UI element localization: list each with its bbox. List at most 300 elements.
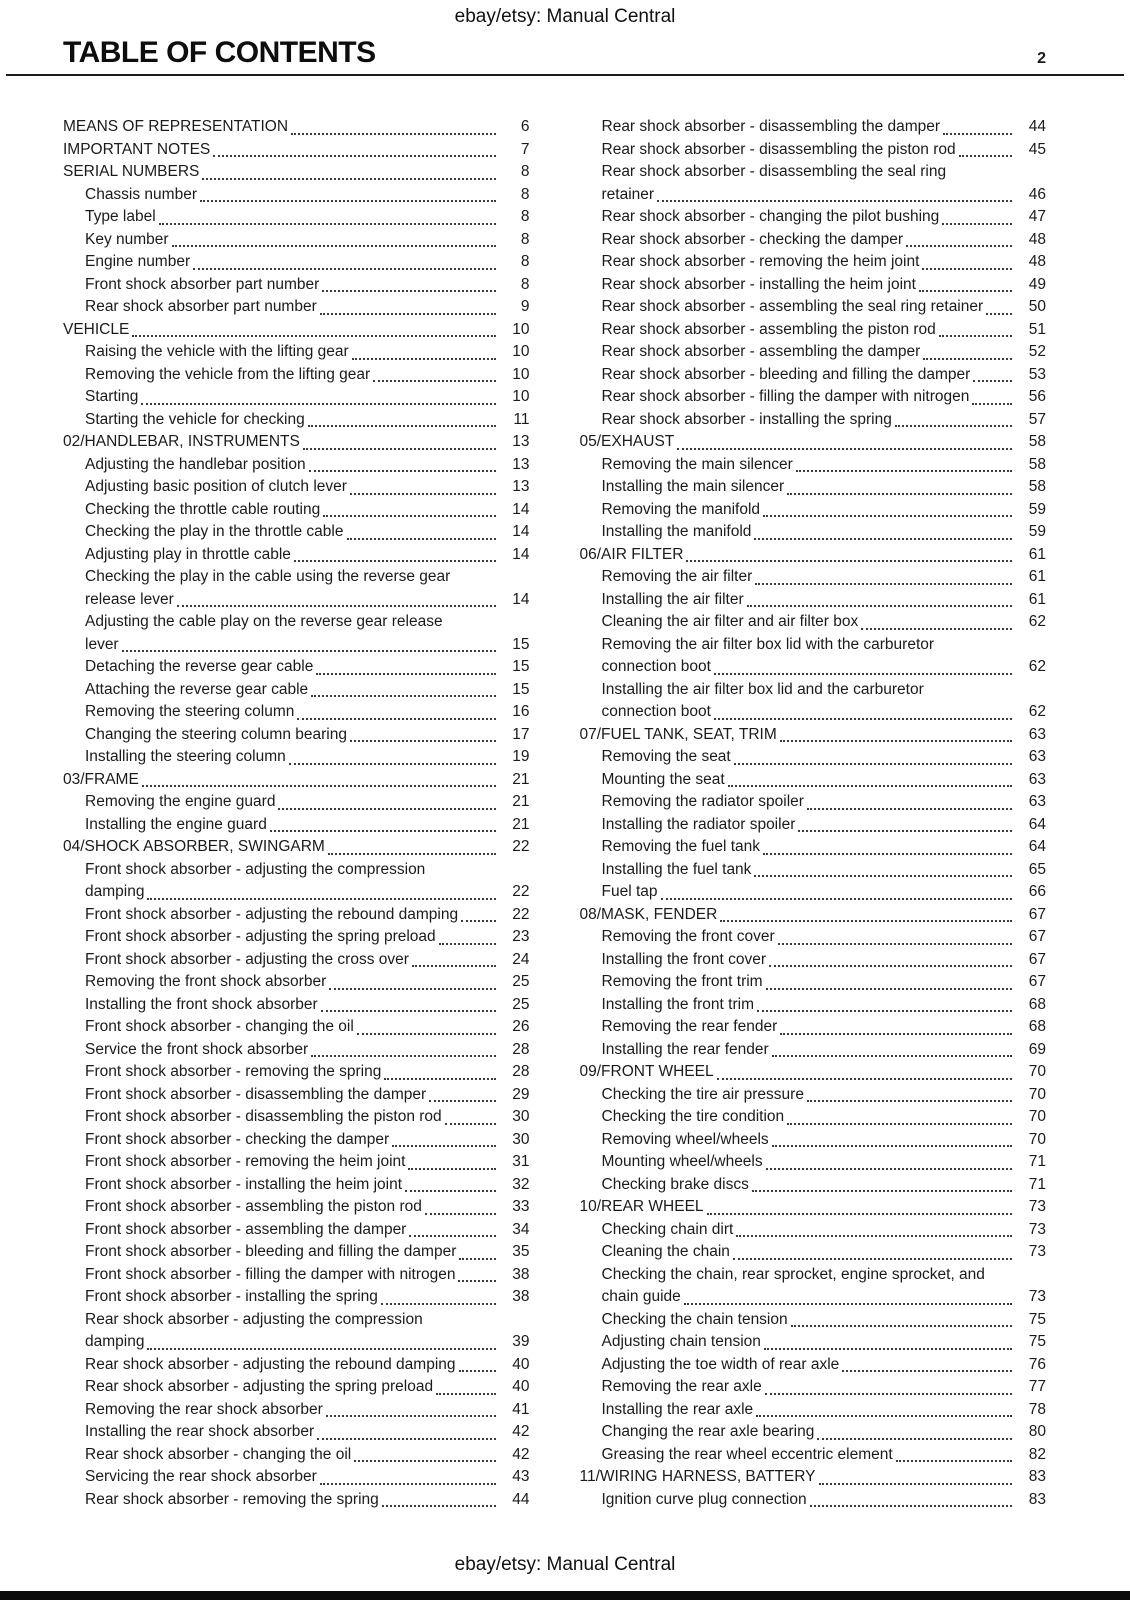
toc-leader-dots [766,1168,1012,1170]
toc-entry [63,364,530,387]
toc-leader-dots [142,785,496,787]
toc-entry-page: 64 [1028,815,1046,833]
toc-entry [63,1151,530,1174]
toc-leader-dots [769,965,1012,967]
toc-leader-dots [329,988,495,990]
toc-entry-label: Removing the radiator spoiler [601,793,804,810]
toc-entry [580,859,1047,882]
toc-leader-dots [303,448,496,450]
toc-entry-page: 13 [512,455,530,473]
toc-entry [63,589,530,612]
toc-leader-dots [309,470,496,472]
toc-leader-dots [684,1303,1012,1305]
toc-entry-label: Removing the front trim [601,973,763,990]
toc-entry [63,1129,530,1152]
toc-entry [63,791,530,814]
toc-entry-label: Rear shock absorber - changing the pilot bushing [601,208,940,225]
toc-entry [63,409,530,432]
toc-entry-line: Rear shock absorber - adjusting the compression [85,1310,423,1328]
toc-entry-label: Checking the tire condition [601,1108,785,1125]
toc-leader-dots [717,1078,1012,1080]
toc-entry-page: 35 [512,1243,530,1260]
toc-entry-label: Front shock absorber - disassembling the piston rod [85,1108,442,1125]
toc-entry [63,341,530,364]
toc-leader-dots [193,268,495,270]
toc-leader-dots [294,560,496,562]
toc-entry [580,611,1047,634]
toc-entry-page: 42 [512,1445,530,1463]
toc-entry [580,1444,1047,1467]
toc-entry-label: Front shock absorber - adjusting the spring preload [85,928,436,945]
toc-entry-label: Rear shock absorber - disassembling the piston rod [601,140,956,158]
toc-entry-page: 38 [512,1265,530,1283]
toc-entry-label: IMPORTANT NOTES [63,140,211,158]
toc-entry-page: 58 [1028,455,1046,473]
toc-entry [63,1466,530,1489]
toc-entry-label: 07/FUEL TANK, SEAT, TRIM [579,725,777,743]
toc-entry-label: Front shock absorber part number [85,275,320,293]
toc-leader-dots [354,1460,495,1462]
toc-entry-label: Installing the fuel tank [601,860,752,878]
toc-entry-label: Installing the rear shock absorber [85,1423,315,1440]
toc-leader-dots [159,223,496,225]
toc-entry-label: Adjusting the toe width of rear axle [601,1355,840,1373]
toc-entry-label: Ignition curve plug connection [601,1490,807,1508]
toc-entry-page: 10 [512,388,530,405]
toc-entry-label: Checking the throttle cable routing [85,500,321,518]
toc-leader-dots [922,268,1012,270]
toc-leader-dots [896,1460,1012,1462]
toc-entry-page: 7 [520,140,530,158]
toc-entry-label: Raising the vehicle with the lifting gear [85,343,349,360]
toc-entry-page: 34 [512,1220,530,1238]
toc-entry-page: 25 [512,995,530,1013]
toc-entry [63,1174,530,1197]
toc-entry-label: 05/EXHAUST [579,433,675,450]
toc-entry-label: Installing the engine guard [85,815,267,833]
toc-entry-page: 42 [512,1423,530,1440]
toc-entry [580,746,1047,769]
toc-entry-page: 14 [512,590,530,608]
toc-leader-dots [772,1145,1012,1147]
toc-entry-page: 59 [1028,500,1046,518]
toc-entry-label: 03/FRAME [63,770,139,788]
toc-entry-label: Removing the main silencer [601,455,793,473]
toc-entry-label: Removing wheel/wheels [601,1130,769,1148]
toc-entry-label: Starting the vehicle for checking [85,410,305,428]
toc-leader-dots [147,898,495,900]
toc-leader-dots [357,1033,496,1035]
toc-entry-label: Fuel tap [601,883,658,900]
toc-entry [580,1151,1047,1174]
toc-entry-label: Removing the front shock absorber [85,973,327,990]
toc-leader-dots [213,155,495,157]
toc-entry [63,296,530,319]
toc-leader-dots [316,673,495,675]
toc-entry-label: damping [85,883,145,900]
toc-entry-page: 14 [512,523,530,540]
toc-entry-label: Removing the rear shock absorber [85,1400,323,1418]
toc-entry-page: 32 [512,1175,530,1193]
toc-entry-label: Changing the steering column bearing [85,725,347,743]
toc-entry-page: 49 [1028,275,1046,293]
toc-entry-page: 83 [1028,1468,1046,1485]
toc-entry-page: 73 [1028,1198,1046,1215]
toc-entry-label: Front shock absorber - adjusting the rebound damping [85,905,459,923]
toc-entry-page: 8 [520,208,530,225]
toc-entry-label: Service the front shock absorber [85,1040,309,1058]
toc-entry-page: 24 [512,950,530,968]
toc-entry [580,656,1047,679]
toc-entry-page: 26 [512,1018,530,1035]
toc-leader-dots [661,898,1012,900]
toc-leader-dots [326,1415,496,1417]
toc-column-right [580,116,1047,1511]
toc-leader-dots [747,605,1012,607]
toc-entry-label: Engine number [85,253,191,270]
toc-leader-dots [817,1438,1012,1440]
toc-leader-dots [973,380,1012,382]
toc-leader-dots [405,1190,495,1192]
toc-entry-page: 82 [1028,1445,1046,1463]
toc-entry-label: 06/AIR FILTER [579,545,684,563]
toc-entry-page: 67 [1028,950,1046,968]
toc-entry-page: 66 [1028,883,1046,900]
toc-entry-page: 31 [512,1153,530,1170]
toc-entry-page: 63 [1028,770,1046,788]
toc-leader-dots [939,335,1012,337]
toc-leader-dots [714,673,1012,675]
toc-leader-dots [923,358,1012,360]
toc-leader-dots [772,1055,1012,1057]
toc-leader-dots [714,718,1012,720]
toc-entry-page: 11 [513,410,530,428]
toc-leader-dots [791,1325,1012,1327]
toc-entry-page: 8 [520,253,530,270]
toc-leader-dots [458,1280,495,1282]
toc-entry [580,431,1047,454]
toc-entry-label: Rear shock absorber - disassembling the damper [601,118,941,135]
toc-leader-dots [320,1483,496,1485]
toc-leader-dots [291,133,495,135]
toc-entry-page: 21 [512,793,530,810]
toc-entry-page: 45 [1028,140,1046,158]
toc-entry-label: Rear shock absorber part number [85,298,317,315]
toc-entry [63,1331,530,1354]
toc-entry-page: 15 [512,680,530,698]
toc-entry-label: Cleaning the chain [601,1243,730,1260]
toc-entry-page: 41 [512,1400,530,1418]
toc-leader-dots [409,1235,495,1237]
toc-entry [580,724,1047,747]
toc-entry [580,904,1047,927]
toc-entry-page: 17 [512,725,530,743]
toc-leader-dots [270,830,496,832]
toc-leader-dots [787,1123,1012,1125]
toc-entry-label: Checking the play in the throttle cable [85,523,344,540]
toc-leader-dots [141,403,495,405]
toc-entry-label: Rear shock absorber - changing the oil [85,1445,352,1463]
toc-entry-label: Greasing the rear wheel eccentric element [601,1445,893,1463]
toc-entry-label: Front shock absorber - checking the damper [85,1130,390,1148]
toc-leader-dots [906,245,1012,247]
toc-leader-dots [323,515,495,517]
toc-entry-line: Front shock absorber - adjusting the compression [85,860,426,878]
toc-entry-page: 65 [1028,860,1046,878]
toc-entry-label: Changing the rear axle bearing [601,1423,815,1440]
toc-entry [580,1309,1047,1332]
toc-entry-page: 57 [1028,410,1046,428]
toc-entry [580,836,1047,859]
toc-entry [580,1421,1047,1444]
toc-entry-line: Installing the air filter box lid and the carburetor [601,680,924,698]
toc-leader-dots [289,763,496,765]
toc-entry [63,1489,530,1512]
toc-entry-label: Rear shock absorber - adjusting the rebound damping [85,1355,456,1373]
toc-entry [63,1196,530,1219]
toc-leader-dots [810,1505,1012,1507]
toc-entry [63,476,530,499]
toc-entry [580,1466,1047,1489]
toc-entry-label: MEANS OF REPRESENTATION [63,118,289,135]
toc-entry-label: Checking brake discs [601,1175,749,1193]
toc-entry-label: Removing the steering column [85,703,295,720]
toc-entry-label: Mounting wheel/wheels [601,1153,763,1170]
toc-leader-dots [202,178,495,180]
toc-entry-page: 33 [512,1198,530,1215]
toc-leader-dots [798,830,1012,832]
toc-entry-label: Front shock absorber - removing the spring [85,1063,382,1080]
toc-entry-page: 76 [1028,1355,1046,1373]
toc-entry-page: 10 [512,343,530,360]
toc-entry-page: 6 [520,118,530,135]
toc-leader-dots [720,920,1012,922]
toc-entry-page: 73 [1028,1220,1046,1238]
toc-entry [580,994,1047,1017]
toc-entry [580,1219,1047,1242]
toc-entry [580,1241,1047,1264]
toc-leader-dots [461,920,495,922]
toc-entry-page: 75 [1028,1333,1046,1350]
toc-leader-dots [677,448,1012,450]
toc-leader-dots [384,1078,495,1080]
toc-entry-label: Rear shock absorber - assembling the seal ring retainer [601,298,984,315]
toc-entry-page: 67 [1028,973,1046,990]
toc-leader-dots [382,1505,496,1507]
toc-entry [63,251,530,274]
top-brand-text: ebay/etsy: Manual Central [454,6,676,27]
toc-entry-page: 48 [1028,230,1046,248]
toc-entry-page: 8 [520,185,530,203]
toc-entry [63,1264,530,1287]
toc-entry-label: Detaching the reverse gear cable [85,658,314,675]
toc-leader-dots [311,1055,495,1057]
toc-entry-label: Checking the tire air pressure [601,1085,804,1103]
toc-leader-dots [728,785,1012,787]
toc-entry-page: 77 [1028,1378,1046,1395]
toc-leader-dots [392,1145,495,1147]
toc-leader-dots [734,763,1012,765]
toc-entry-label: 04/SHOCK ABSORBER, SWINGARM [63,838,325,855]
toc-entry-page: 63 [1028,793,1046,810]
toc-leader-dots [381,1303,496,1305]
toc-entry [63,1421,530,1444]
toc-entry-page: 39 [512,1333,530,1350]
toc-entry-page: 13 [512,433,530,450]
toc-entry [63,1106,530,1129]
toc-entry [580,1106,1047,1129]
toc-entry-label: SERIAL NUMBERS [63,163,200,180]
toc-leader-dots [350,740,496,742]
toc-entry-label: lever [85,635,119,653]
toc-entry-label: Installing the radiator spoiler [601,815,796,833]
toc-entry-page: 21 [512,815,530,833]
toc-entry-label: VEHICLE [63,320,130,338]
scan-edge-bar [0,1591,1130,1600]
toc-entry-page: 16 [512,703,530,720]
toc-entry-page: 23 [512,928,530,945]
toc-entry-label: Installing the front cover [601,950,767,968]
toc-entry [580,971,1047,994]
toc-entry [580,296,1047,319]
toc-entry-page: 70 [1028,1130,1046,1148]
toc-entry [580,364,1047,387]
toc-entry [580,499,1047,522]
toc-leader-dots [408,1168,495,1170]
toc-entry [580,926,1047,949]
toc-entry-label: Front shock absorber - adjusting the cross over [85,950,409,968]
toc-entry-label: Removing the vehicle from the lifting gear [85,365,371,383]
toc-leader-dots [895,425,1012,427]
toc-leader-dots [765,1393,1012,1395]
toc-entry [63,544,530,567]
toc-entry [63,521,530,544]
toc-entry [63,994,530,1017]
toc-leader-dots [919,290,1012,292]
toc-entry-label: Front shock absorber - installing the heim joint [85,1175,403,1193]
toc-leader-dots [787,493,1012,495]
toc-entry-label: Rear shock absorber - filling the damper with nitrogen [601,388,970,405]
toc-leader-dots [321,1010,496,1012]
toc-leader-dots [350,493,496,495]
toc-entry [580,701,1047,724]
toc-entry [63,1354,530,1377]
toc-leader-dots [754,538,1012,540]
toc-leader-dots [752,1190,1012,1192]
toc-entry-page: 15 [512,635,530,653]
toc-entry [63,1376,530,1399]
toc-leader-dots [278,808,495,810]
toc-entry-label: Removing the seat [601,748,731,765]
toc-entry-label: connection boot [601,658,711,675]
toc-entry-page: 22 [512,883,530,900]
toc-entry-label: Front shock absorber - installing the spring [85,1288,378,1305]
toc-columns [0,76,1130,1511]
toc-entry-page: 48 [1028,253,1046,270]
toc-entry [63,1399,530,1422]
toc-entry [580,476,1047,499]
toc-entry [580,341,1047,364]
toc-leader-dots [177,605,496,607]
toc-entry-page: 52 [1028,343,1046,360]
toc-entry [580,1331,1047,1354]
toc-entry [63,1241,530,1264]
toc-entry [580,1016,1047,1039]
toc-entry [580,589,1047,612]
toc-entry [63,161,530,184]
toc-entry [580,139,1047,162]
toc-leader-dots [686,560,1012,562]
toc-entry [63,724,530,747]
toc-entry-label: connection boot [601,703,711,720]
toc-entry-page: 47 [1028,208,1046,225]
toc-entry-label: Installing the rear axle [601,1400,754,1418]
toc-entry [580,1354,1047,1377]
toc-entry [580,791,1047,814]
page-title: TABLE OF CONTENTS [63,36,376,69]
toc-entry-label: Adjusting basic position of clutch lever [85,478,347,495]
page-number: 2 [1037,50,1046,67]
toc-entry [580,566,1047,589]
toc-entry-label: Starting [85,388,139,405]
toc-entry-label: 10/REAR WHEEL [579,1198,704,1215]
toc-entry-page: 80 [1028,1423,1046,1440]
toc-entry [580,319,1047,342]
toc-entry-label: Removing the front cover [601,928,775,945]
toc-leader-dots [439,943,496,945]
toc-entry-label: Installing the front shock absorber [85,995,318,1013]
toc-entry-page: 83 [1028,1490,1046,1508]
toc-entry-page: 73 [1028,1288,1046,1305]
toc-entry [63,386,530,409]
toc-leader-dots [373,380,495,382]
toc-entry-page: 61 [1028,545,1046,563]
toc-leader-dots [322,290,495,292]
toc-entry-label: Adjusting the handlebar position [85,455,306,473]
toc-entry-page: 62 [1028,703,1046,720]
toc-entry-label: 08/MASK, FENDER [579,905,718,923]
toc-entry-label: 09/FRONT WHEEL [579,1063,714,1080]
toc-entry [63,926,530,949]
toc-entry-line: Rear shock absorber - disassembling the seal ring [601,163,947,180]
toc-entry-label: Type label [85,208,156,225]
toc-entry-label: Installing the steering column [85,748,286,765]
toc-entry [580,454,1047,477]
toc-entry [63,904,530,927]
toc-leader-dots [972,403,1012,405]
toc-entry [580,1196,1047,1219]
toc-entry-page: 8 [520,163,530,180]
toc-leader-dots [943,133,1012,135]
toc-entry-label: Rear shock absorber - installing the spring [601,410,892,428]
toc-entry-page: 51 [1028,320,1046,338]
toc-entry-page: 59 [1028,523,1046,540]
toc-entry-label: Rear shock absorber - adjusting the spring preload [85,1378,434,1395]
toc-entry [63,1084,530,1107]
toc-entry-label: Servicing the rear shock absorber [85,1468,317,1485]
toc-entry-label: Front shock absorber - assembling the damper [85,1220,407,1238]
toc-leader-dots [842,1370,1012,1372]
toc-entry-label: 11/WIRING HARNESS, BATTERY [579,1468,816,1485]
toc-entry-label: Checking chain dirt [601,1220,734,1238]
toc-leader-dots [347,538,496,540]
toc-entry-page: 15 [512,658,530,675]
toc-entry [63,1444,530,1467]
toc-entry [580,949,1047,972]
toc-leader-dots [320,313,496,315]
toc-entry-page: 69 [1028,1040,1046,1058]
toc-entry-page: 40 [512,1355,530,1373]
